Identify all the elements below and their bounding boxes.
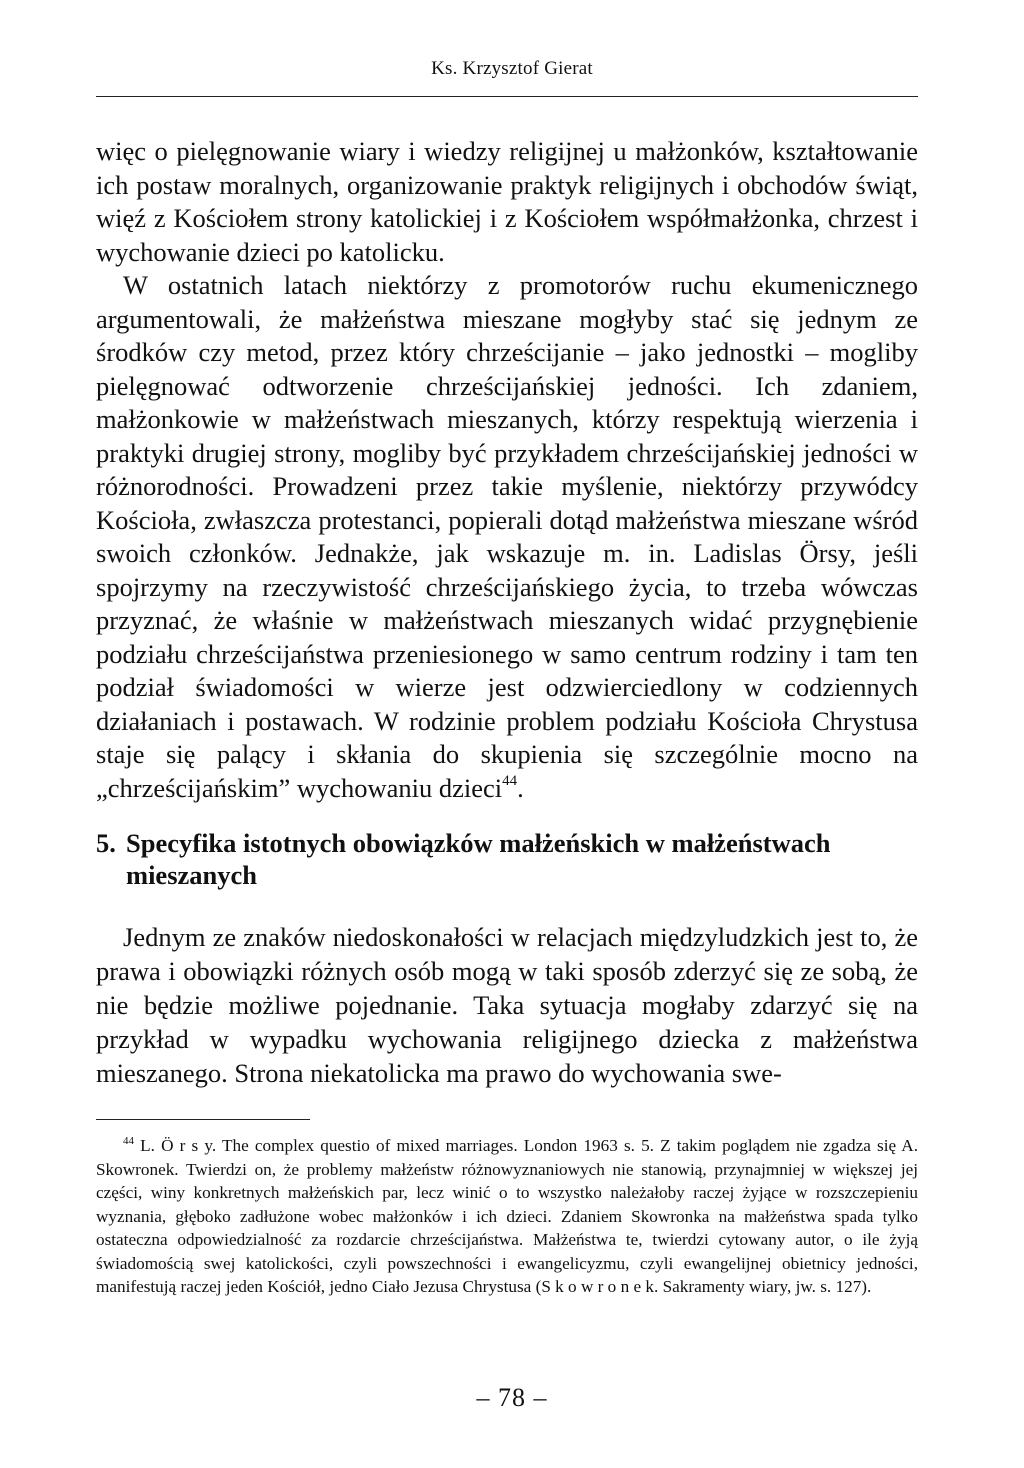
paragraph	[96, 269, 918, 805]
footnote-cited-author: S k o w r o n e k	[541, 1277, 654, 1296]
footnote-number: 44	[123, 1135, 134, 1147]
paragraph-text: W ostatnich latach niektórzy z promotorów ruchu ekumenicznego argumentowali, że małżeństwa mieszane mogłyby stać się jednym ze środków czy metod, przez który chrześcijanie – jako jednostki – mogliby pielęgnować odtworzenie chrześcijańskiej jedności. Ich zdaniem, małżonkowie w małżeństwach mieszanych, którzy respektują wierzenia i praktyki drugiej strony, mogliby być przykładem chrześcijańskiej jedności w różnorodności. Prowadzeni przez takie myślenie, niektórzy przywódcy Kościoła, zwłaszcza protestanci, popierali dotąd małżeństwa mieszane wśród swoich członków. Jednakże, jak wskazuje m. in. Ladislas Örsy, jeśli spojrzymy na rzeczywistość chrześcijańskiego życia, to trzeba wówczas przyznać, że właśnie w małżeństwach mieszanych widać przygnębienie podziału chrześcijaństwa przeniesionego w samo centrum rodziny i tam ten podział świadomości w wierze jest odzwierciedlony w codziennych działaniach i postawach. W rodzinie problem podziału Kościoła Chrystusa staje się palący i skłania do skupienia się szczególnie mocno na „chrześcijańskim” wychowaniu dzieci	[96, 270, 918, 803]
section-number: 5.	[96, 828, 116, 858]
running-head: Ks. Krzysztof Gierat	[431, 58, 593, 79]
paragraph: więc o pielęgnowanie wiary i wiedzy religijnej u małżonków, kształtowanie ich postaw moralnych, organizowanie praktyk religijnych i obchodów świąt, więź z Kościołem strony katolickiej i z Kościołem współmałżonka, chrzest i wychowanie dzieci po katolicku.	[96, 136, 918, 267]
section-text	[96, 920, 918, 1090]
page-number: – 78 –	[476, 1383, 548, 1412]
section-title-line2: mieszanych	[126, 860, 258, 890]
paragraph-end: .	[517, 772, 524, 803]
footnote-author-surname: Ö r s y	[161, 1136, 212, 1155]
header-rule	[96, 96, 918, 97]
footnote	[96, 1134, 918, 1299]
paragraph: Jednym ze znaków niedoskonałości w relacjach międzyludzkich jest to, że prawa i obowiązki różnych osób mogą w taki sposób zderzyć się ze sobą, że nie będzie możliwe pojednanie. Taka sytuacja mogłaby zdarzyć się na przykład w wypadku wychowania religijnego dziecka z małżeństwa mieszanego. Strona niekatolicka ma prawo do wychowania swe-	[96, 922, 918, 1088]
footnote-rule	[96, 1119, 310, 1120]
footnote-text-end: . Sakramenty wiary, jw. s. 127).	[653, 1277, 872, 1296]
footnote-reference[interactable]: 44	[502, 772, 518, 789]
footnote-text: . The complex questio of mixed marriages. London 1963 s. 5. Z takim poglądem nie zgadza się A. Skowronek. Twierdzi on, że problemy małżeństw różnowyznaniowych nie stanowią, przynajmniej w większej jej części, winy konkretnych małżeńskich par, lecz winić o to wszystko należałoby raczej żyjące w rozszczepieniu wyznania, głęboko zadłużone wobec małżonków i ich dzieci. Zdaniem Skowronka na małżeństwa spada tylko ostateczna odpowiedzialność za rozdarcie chrześcijaństwa. Małżeństwa te, twierdzi cytowany autor, o ile żyją świadomością swej katolickości, czyli powszechności i ewangelicyzmu, czyli ewangelijnej obietnicy jedności, manifestują raczej jeden Kościół, jedno Ciało Jezusa Chrystusa (	[96, 1136, 919, 1296]
footnote-author-initial: L.	[140, 1136, 155, 1155]
main-text	[96, 135, 918, 805]
section-title-line1: Specyfika istotnych obowiązków małżeńskich w małżeństwach	[126, 828, 831, 858]
section-heading	[96, 827, 918, 891]
